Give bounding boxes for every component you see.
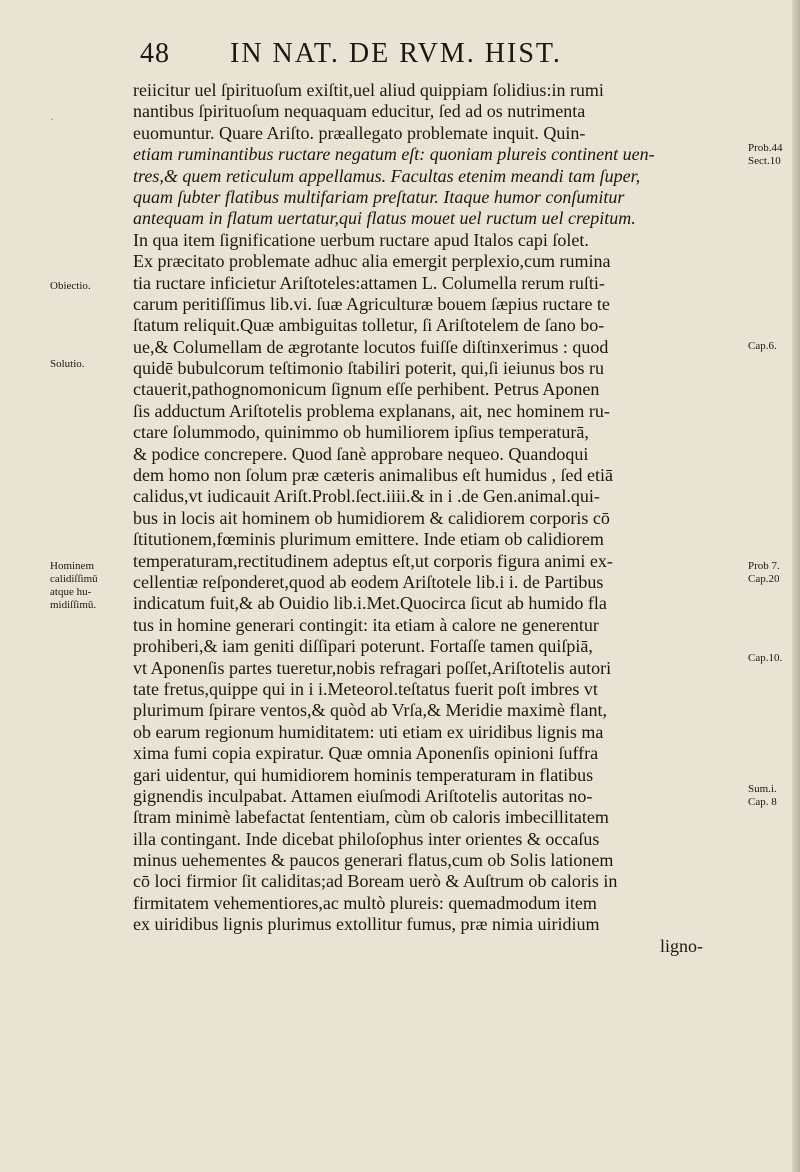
text-line: cō loci firmior ſit caliditas;ad Boream uerò & Auſtrum ob caloris in <box>133 871 618 892</box>
margin-note-line: Cap.10. <box>748 652 783 664</box>
text-line: In qua item ſignificatione uerbum ructare apud Italos capi ſolet. <box>133 229 589 250</box>
text-line: ſis adductum Ariſtotelis problema explanans, ait, nec hominem ru- <box>133 400 610 421</box>
text-line: nantibus ſpirituoſum nequaquam educitur, ſed ad os nutrimenta <box>133 101 586 122</box>
text-line: ctare ſolummodo, quinimmo ob humiliorem ipſius temperaturā, <box>133 422 589 443</box>
margin-note-solutio <box>50 358 85 371</box>
margin-note-line: calidiſſimū <box>50 573 98 585</box>
text-line: minus uehementes & paucos generari flatus,cum ob Solis lationem <box>133 850 614 871</box>
text-line: ex uiridibus lignis plurimus extollitur fumus, præ nimia uiridium <box>133 914 600 935</box>
text-line: & podice concrepere. Quod ſanè approbare nequeo. Quandoqui <box>133 443 589 464</box>
ink-smudge: · <box>50 112 54 126</box>
margin-note-cap6 <box>748 340 777 353</box>
text-line: calidus,vt iudicauit Ariſt.Probl.ſect.iiii.& in i .de Gen.animal.qui- <box>133 486 600 507</box>
margin-note-line: Cap. 8 <box>748 796 777 808</box>
text-line: ctauerit,pathognomonicum ſignum eſſe perhibent. Petrus Aponen <box>133 379 600 400</box>
text-line: reiicitur uel ſpirituoſum exiſtit,uel aliud quippiam ſolidius:in rumi <box>133 80 604 100</box>
text-line: ſtitutionem,fœminis plurimum emittere. Inde etiam ob calidiorem <box>133 529 604 550</box>
text-line: bus in locis ait hominem ob humidiorem & calidiorem corporis cō <box>133 507 610 528</box>
margin-note-prob7 <box>748 560 780 586</box>
text-line: temperaturam,rectitudinem adeptus eſt,ut corporis figura animi ex- <box>133 550 613 571</box>
margin-note-line: Solutio. <box>50 358 85 370</box>
text-line: prohiberi,& iam geniti diſſipari poterunt. Fortaſſe tamen quiſpiā, <box>133 636 593 657</box>
margin-note-line: Cap.20 <box>748 573 780 585</box>
running-title: IN NAT. DE RVM. HIST. <box>230 38 562 69</box>
margin-note-cap10 <box>748 652 782 665</box>
margin-note-line: Prob 7. <box>748 560 780 572</box>
text-line: xima fumi copia expiratur. Quæ omnia Aponenſis opinioni ſuffra <box>133 743 599 764</box>
margin-note-prob <box>748 142 783 168</box>
catchword: ligno- <box>660 935 703 956</box>
text-line: antequam in flatum uertatur,qui flatus mouet uel ructum uel crepitum. <box>133 208 636 229</box>
margin-note-hominem <box>50 560 98 612</box>
text-line: Ex præcitato problemate adhuc alia emergit perplexio,cum rumina <box>133 251 611 272</box>
text-line: cellentiæ reſponderet,quod ab eodem Ariſtotele lib.i i. de Partibus <box>133 571 604 592</box>
text-line: ue,& Columellam de ægrotante locutos fuiſſe diſtinxerimus : quod <box>133 336 609 357</box>
text-line: firmitatem vehementiores,ac multò plureis: quemadmodum item <box>133 892 597 913</box>
text-line: dem homo non ſolum præ cæteris animalibus eſt humidus , ſed etiā <box>133 465 613 486</box>
margin-note-line: Hominem <box>50 560 94 572</box>
text-line: tres,& quem reticulum appellamus. Facultas etenim meandi tam ſuper, <box>133 165 641 186</box>
body-text <box>133 80 739 957</box>
margin-note-line: Prob.44 <box>748 142 783 154</box>
text-line: illa contingant. Inde dicebat philoſophus inter orientes & occaſus <box>133 828 600 849</box>
text-line: carum peritiſſimus lib.vi. ſuæ Agriculturæ bouem ſæpius ructare te <box>133 293 610 314</box>
text-line: euomuntur. Quare Ariſto. præallegato problemate inquit. Quin- <box>133 122 586 143</box>
text-line: ſtram minimè labefactat ſententiam, cùm ob caloris imbecillitatem <box>133 807 609 828</box>
page-header <box>140 38 660 70</box>
text-line: tate fretus,quippe qui in i i.Meteorol.teſtatus fuerit poſt imbres vt <box>133 678 598 699</box>
margin-note-line: Obiectio. <box>50 280 91 292</box>
margin-note-sum <box>748 783 777 809</box>
text-line: gignendis inculpabat. Attamen eiuſmodi Ariſtotelis autoritas no- <box>133 785 593 806</box>
margin-note-line: Sum.i. <box>748 783 777 795</box>
margin-note-line: Cap.6. <box>748 340 777 352</box>
text-line: vt Aponenſis partes tueretur,nobis refragari poſſet,Ariſtotelis autori <box>133 657 612 678</box>
text-line: plurimum ſpirare ventos,& quòd ab Vrſa,& Meridie maximè flant, <box>133 700 607 721</box>
text-line: ob earum regionum humiditatem: uti etiam ex uiridibus lignis ma <box>133 721 604 742</box>
margin-note-line: Sect.10 <box>748 155 781 167</box>
text-line: quidē bubulcorum teſtimonio ſtabiliri poterit, qui,ſi ieiunus bos ru <box>133 358 604 379</box>
margin-note-line: atque hu- <box>50 586 92 598</box>
text-line: quam ſubter flatibus multifariam preſtatur. Itaque humor conſumitur <box>133 186 625 207</box>
text-line: etiam ruminantibus ructare negatum eſt: quoniam plureis continent uen- <box>133 144 655 165</box>
page-number: 48 <box>140 38 170 69</box>
text-line: ſtatum reliquit.Quæ ambiguitas tolletur, ſi Ariſtotelem de ſano bo- <box>133 315 605 336</box>
margin-note-line: midiſſimū. <box>50 599 97 611</box>
margin-note-obiectio <box>50 280 91 293</box>
page-edge <box>792 0 800 1172</box>
text-line: indicatum fuit,& ab Ouidio lib.i.Met.Quocirca ſicut ab humido fla <box>133 593 607 614</box>
text-line: tus in homine generari contingit: ita etiam à calore ne generentur <box>133 614 599 635</box>
text-line: tia ructare inficietur Ariſtoteles:attamen L. Columella rerum ruſti- <box>133 272 605 293</box>
text-line: gari uidentur, qui humidiorem hominis temperaturam in flatibus <box>133 764 594 785</box>
